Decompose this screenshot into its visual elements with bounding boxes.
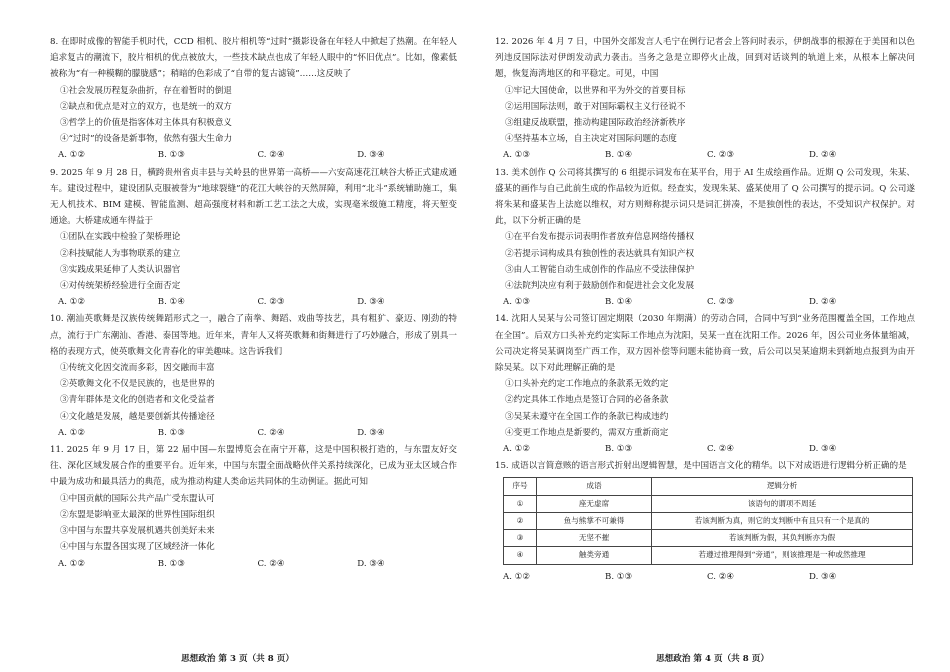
choice-d: D. ②④ (809, 150, 837, 161)
choice-b: B. ①③ (157, 150, 185, 161)
option: ③组建反战联盟，推动构建国际政治经济新秩序 (505, 118, 686, 129)
option: ②东盟是影响亚太最深的世界性国际组织 (60, 509, 215, 520)
answer-choices (495, 569, 915, 585)
choice-c: C. ②④ (257, 427, 285, 438)
question-14 (495, 311, 915, 457)
option: ②英歌舞文化不仅是民族的，也是世界的 (60, 379, 215, 390)
question-8 (50, 34, 457, 164)
table-cell: 座无虚席 (537, 495, 652, 512)
table-cell: 无坚不摧 (537, 530, 652, 547)
table-cell: 该语句的谓项不周延 (652, 495, 913, 512)
column-header: 序号 (504, 478, 537, 495)
choice-c: C. ②③ (707, 297, 735, 308)
answer-choices (50, 556, 457, 572)
column-header: 成语 (537, 478, 652, 495)
table-cell: 鱼与熊掌不可兼得 (537, 512, 652, 529)
table-cell: ③ (504, 530, 537, 547)
choice-a: A. ①② (58, 150, 86, 161)
choice-d: D. ③④ (809, 571, 837, 582)
choice-c: C. ②④ (707, 571, 735, 582)
question-10 (50, 311, 457, 441)
choice-a: A. ①② (58, 297, 86, 308)
table-cell: 触类旁通 (537, 547, 652, 564)
choice-c: C. ②③ (707, 150, 735, 161)
question-stem: 15. 成语以言简意赅的语言形式折射出逻辑智慧，是中国语言文化的精华。以下对成语进行逻辑分析正确的是 (495, 461, 907, 472)
answer-choices (50, 294, 457, 310)
option: ④坚持基本立场，自主决定对国际问题的态度 (505, 134, 677, 145)
option: ④文化越是发展，越是要创新其传播途径 (60, 411, 215, 422)
choice-d: D. ③④ (357, 150, 385, 161)
choice-a: A. ①② (503, 444, 531, 455)
choice-a: A. ①② (58, 427, 86, 438)
option: ④“过时”的设备是新事物，依然有强大生命力 (60, 134, 233, 145)
question-stem: 14. 沈阳人吴某与公司签订固定期限（2030 年期满）的劳动合同，合同中写到“业务范围覆盖全国，工作地点在全国”。后双方口头补充约定实际工作地点为沈阳，吴某一直在沈阳工作。2026 年，因公司业务体量缩减，公司决定将吴某调岗至广西工作，双方因补偿等问题未能协商一致，后公司以吴某逾期未到新地点报到为由开除吴某。以下对此理解正确的是 (495, 314, 915, 374)
choice-b: B. ①③ (157, 427, 185, 438)
logic-analysis-table (503, 477, 913, 564)
option: ①团队在实践中检验了架桥理论 (60, 232, 181, 243)
table-cell: ④ (504, 547, 537, 564)
choice-c: C. ②④ (707, 444, 735, 455)
choice-d: D. ③④ (809, 444, 837, 455)
choice-c: C. ②④ (257, 150, 285, 161)
option: ②运用国际法则，敢于对国际霸权主义行径说不 (505, 101, 686, 112)
option: ①社会发展历程复杂曲折，存在着暂时的倒退 (60, 85, 232, 96)
option: ④中国与东盟各国实现了区域经济一体化 (60, 542, 215, 553)
table-row (504, 512, 913, 529)
option: ③实践成果延伸了人类认识器官 (60, 264, 181, 275)
choice-b: B. ①③ (605, 444, 633, 455)
question-stem: 11. 2025 年 9 月 17 日，第 22 届中国—东盟博览会在南宁开幕，这是中国积极打造的，与东盟友好交往、深化区域发展合作的重要平台。近年来，中国与东盟全面战略伙伴关系持续深化，已成为亚太区域合作中最为成功和最具活力的典范，成为推动构建人类命运共同体的生动例证。据此可知 (50, 445, 457, 488)
option: ①在平台发布提示词表明作者放弃信息网络传播权 (505, 232, 695, 243)
choice-a: A. ①② (58, 558, 86, 569)
choice-c: C. ②④ (257, 558, 285, 569)
option: ①传统文化因交流而多彩，因交融而丰富 (60, 363, 215, 374)
choice-d: D. ③④ (357, 297, 385, 308)
option: ②缺点和优点是对立的双方，也是统一的双方 (60, 101, 232, 112)
option: ③哲学上的价值是指客体对主体具有积极意义 (60, 118, 232, 129)
option: ②约定具体工作地点是签订合同的必备条款 (505, 395, 669, 406)
table-cell: 若遵过推理得到“旁通”，则该推理是一种或然推理 (652, 547, 913, 564)
choice-d: D. ③④ (357, 558, 385, 569)
table-header-row (504, 478, 913, 495)
table-row (504, 547, 913, 564)
question-11 (50, 442, 457, 572)
table-cell: ② (504, 512, 537, 529)
option: ④变更工作地点是新要约，需双方重新商定 (505, 427, 669, 438)
choice-b: B. ①④ (157, 297, 185, 308)
column-header: 逻辑分析 (652, 478, 913, 495)
choice-d: D. ③④ (357, 427, 385, 438)
page-4 (475, 0, 950, 672)
choice-b: B. ①④ (605, 297, 633, 308)
answer-choices (495, 294, 915, 310)
option: ①牢记大国使命，以世界和平为外交的首要目标 (505, 85, 686, 96)
choice-a: A. ①③ (503, 297, 531, 308)
page-footer: 思想政治 第 3 页（共 8 页） (181, 654, 294, 664)
option: ③吴某未遵守在全国工作的条款已构成违约 (505, 411, 669, 422)
option: ①口头补充约定工作地点的条款系无效约定 (505, 379, 669, 390)
question-stem: 13. 美术创作 Q 公司将其撰写的 6 组提示词发布在某平台，用于 AI 生成绘画作品。近期 Q 公司发现，朱某、盛某的画作与自己此前生成的作品较为近似。经查实，发现朱某、盛某使用了 Q 公司撰写的提示词。Q 公司遂将朱某和盛某告上法庭以维权，对方则辩称提示词只是词汇拼凑，不是独创性的表达，不受知识产权保护。对此，以下分析正确的是 (495, 167, 915, 227)
question-15 (495, 458, 915, 584)
answer-choices (50, 147, 457, 163)
question-column-right (495, 34, 915, 586)
table-row (504, 530, 913, 547)
question-12 (495, 34, 915, 164)
question-13 (495, 165, 915, 311)
question-stem: 12. 2026 年 4 月 7 日，中国外交部发言人毛宁在例行记者会上答问时表示，伊朗战事的根源在于美国和以色列违反国际法对伊朗发动武力袭击。当务之急是立即停火止战，回到对话谈判的轨道上来，从根本上解决问题，恢复海湾地区的和平稳定。可见，中国 (495, 37, 915, 80)
option: ③中国与东盟共享发展机遇共创美好未来 (60, 526, 215, 537)
page-footer: 思想政治 第 4 页（共 8 页） (656, 654, 769, 664)
choice-a: A. ①③ (503, 150, 531, 161)
option: ④对传统架桥经验进行全面否定 (60, 281, 181, 292)
question-stem: 8. 在即时成像的智能手机时代，CCD 相机、胶片相机等“过时”摄影设备在年轻人中掀起了热潮。在年轻人追求复古的潮流下，胶片相机的优点被放大，一些技术缺点也成了年轻人眼中的“怀旧优点”。比如，像素低被称为“有一种模糊的朦胧感”；稍暗的色彩成了“自带的复古滤镜”……这反映了 (50, 37, 457, 80)
option: ③由人工智能自动生成创作的作品应不受法律保护 (505, 264, 695, 275)
option: ③青年群体是文化的创造者和文化受益者 (60, 395, 215, 406)
choice-a: A. ①② (503, 571, 531, 582)
table-cell: ① (504, 495, 537, 512)
answer-choices (495, 147, 915, 163)
choice-c: C. ②③ (257, 297, 285, 308)
option: ②若提示词构成具有独创性的表达就具有知识产权 (505, 248, 695, 259)
answer-choices (495, 441, 915, 457)
table-cell: 若该判断为真，则它的支判断中有且只有一个是真的 (652, 512, 913, 529)
question-stem: 9. 2025 年 9 月 28 日，横跨贵州省贞丰县与关岭县的世界第一高桥——六安高速花江峡谷大桥正式建成通车。建设过程中，建设团队克服被誉为“地球裂缝”的花江大峡谷的天然屏障，利用“北斗”系统辅助施工，集无人机技术、BIM 建模、智能监测、超高强度材料和新工艺工法之大成，实现毫米级施工精度，将天堑变通途。大桥建成通车得益于 (50, 167, 457, 227)
choice-b: B. ①③ (157, 558, 185, 569)
question-stem: 10. 潮汕英歌舞是汉族传统舞蹈形式之一，融合了南拳、舞蹈、戏曲等技艺，具有粗犷、豪迈、刚劲的特点，流行于广东潮汕、香港、泰国等地。近年来，青年人又将英歌舞和街舞进行了巧妙融合，形成了别具一格的表现方式，使英歌舞文化青春化的审美趣味。这告诉我们 (50, 314, 457, 357)
option: ②科技赋能人为事物联系的建立 (60, 248, 181, 259)
option: ①中国贡献的国际公共产品广受东盟认可 (60, 493, 215, 504)
choice-b: B. ①④ (605, 150, 633, 161)
choice-b: B. ①③ (605, 571, 633, 582)
question-9 (50, 165, 457, 311)
table-cell: 若该判断为假，其负判断亦为假 (652, 530, 913, 547)
choice-d: D. ②④ (809, 297, 837, 308)
table-row (504, 495, 913, 512)
question-column-left (50, 34, 457, 573)
answer-choices (50, 425, 457, 441)
option: ④法院判决应有利于鼓励创作和促进社会文化发展 (505, 281, 695, 292)
